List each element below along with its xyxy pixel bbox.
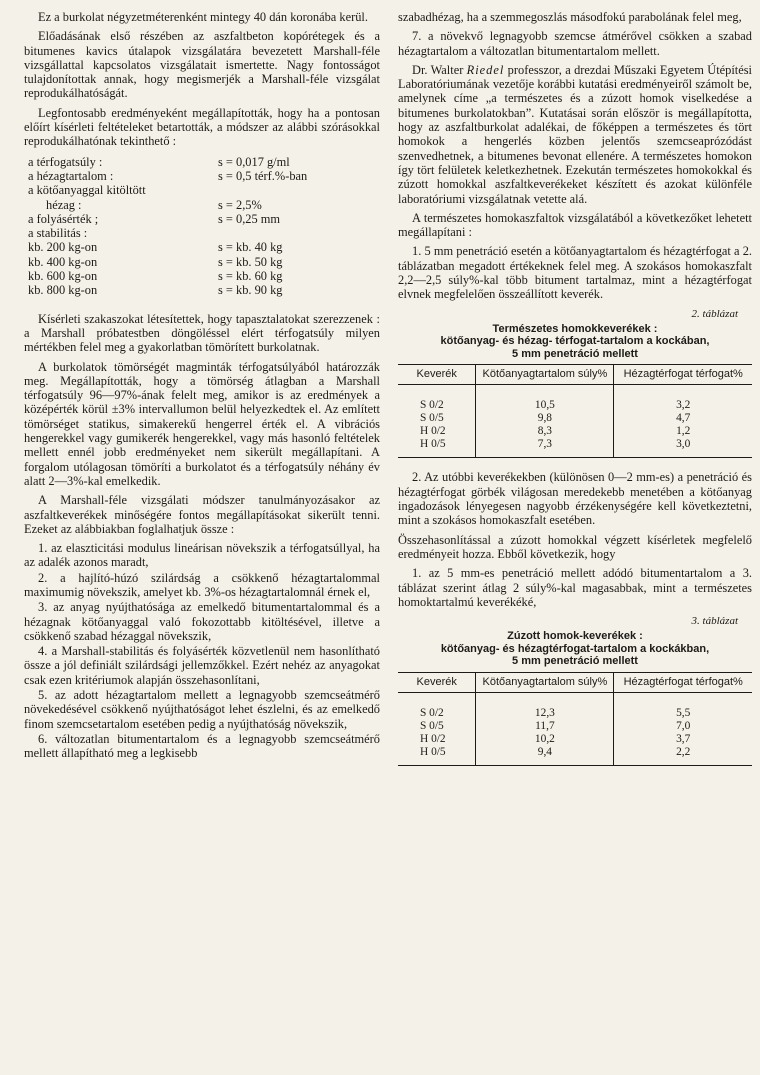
paragraph: A Marshall-féle vizsgálati módszer tanulmányozásakor az aszfaltkeverékek minőségére fontos megállapításokat sikerült tenni. Ezeket az alábbiakban foglalhatjuk össze : [24, 493, 380, 536]
left-column [24, 10, 380, 762]
table-cell: S 0/2 [420, 399, 444, 412]
paragraph: 7. a növekvő legnagyobb szemcse átmérővel csökken a szabad hézagtartalom a változatlan bitumentartalom mellett. [398, 29, 752, 58]
column-header: Kötőanyagtartalom súly% [476, 365, 614, 385]
paragraph: 2. Az utóbbi keverékekben (különösen 0—2 mm-es) a penetráció és hézagtérfogat görbék világosan meredekebb menetében a kötőanyag ingadozások lényegesen nagyobb érzékenységére kell következtetni, mint a szokásos homokaszfalt esetében. [398, 470, 752, 528]
deviation-row [28, 226, 380, 240]
paragraph: 1. az 5 mm-es penetráció mellett adódó bitumentartalom a 3. táblázat szerint átlag 2 súly%-kal magasabbak, mint a természetes homoktartalmú keverékéké, [398, 566, 752, 609]
deviation-value: s = kb. 60 kg [218, 269, 283, 284]
deviation-label: kb. 400 kg-on [28, 254, 98, 269]
column-header: Hézagtérfogat térfogat% [614, 672, 752, 692]
table-cell: 5,5 [614, 692, 752, 720]
table-caption: 3. táblázat [691, 615, 738, 628]
data-table [398, 672, 752, 766]
table-title-line: 5 mm penetráció mellett [512, 655, 638, 668]
table-cell: 10,2 [476, 733, 614, 746]
deviation-row [28, 283, 380, 297]
author-name: Riedel [466, 62, 505, 77]
table-cell: 1,2 [614, 425, 752, 438]
paragraph: 1. 5 mm penetráció esetén a kötőanyagtartalom és hézagtérfogat a 2. táblázatban megadott értékeknek felel meg. A szokásos homokaszfalt 2,2—2,5 súly%-kal több bitument tartalmaz, mint a hézagtérfogat elvnek megfelelően összeállított keverék. [398, 244, 752, 302]
table-row [398, 425, 752, 438]
deviation-label: a stabilitás : [28, 226, 88, 241]
deviation-label: a hézagtartalom : [28, 168, 114, 183]
table-cell: 3,2 [614, 385, 752, 413]
table-cell: 7,3 [476, 438, 614, 458]
column-header: Kötőanyagtartalom súly% [476, 672, 614, 692]
table-row [398, 438, 752, 458]
deviation-value: s = kb. 50 kg [218, 254, 283, 269]
table-title [398, 630, 752, 668]
table-cell: 12,3 [476, 692, 614, 720]
deviation-label: a kötőanyaggal kitöltött [28, 183, 146, 198]
table-cell: 7,0 [614, 720, 752, 733]
deviation-row [28, 255, 380, 269]
table-row [398, 692, 752, 720]
table-row [398, 746, 752, 766]
deviation-row [28, 169, 380, 183]
deviation-row [28, 269, 380, 283]
table-cell: 9,4 [476, 746, 614, 766]
deviation-label: kb. 800 kg-on [28, 283, 98, 298]
table-row [398, 733, 752, 746]
table-cell: 10,5 [476, 385, 614, 413]
table-row [398, 385, 752, 413]
data-table [398, 364, 752, 458]
table-title-line: 5 mm penetráció mellett [512, 347, 638, 360]
deviation-row [28, 183, 380, 197]
table-cell: 3,0 [614, 438, 752, 458]
paragraph: Összehasonlítással a zúzott homokkal végzett kísérletek megfelelő eredményeit hozza. Ebből következik, hogy [398, 532, 752, 561]
table-cell: S 0/5 [420, 412, 444, 425]
deviation-label: a folyásérték ; [28, 211, 99, 226]
table-title-line: kötőanyag- és hézagtérfogat-tartalom a kockákban, [440, 642, 710, 655]
table-caption: 2. táblázat [691, 307, 738, 320]
deviation-label: a térfogatsúly : [28, 154, 103, 169]
table-cell: S 0/2 [420, 706, 444, 719]
deviation-value: s = 0,5 térf.%-ban [218, 168, 308, 183]
deviation-value: s = 0,017 g/ml [218, 154, 290, 169]
table-cell: S 0/5 [420, 719, 444, 732]
paragraph: Ez a burkolat négyzetméterenként mintegy 40 dán koronába kerül. [38, 10, 368, 24]
deviation-list [28, 155, 380, 298]
paragraph [398, 63, 752, 206]
table-cell: H 0/2 [420, 425, 446, 438]
table-cell: 3,7 [614, 733, 752, 746]
column-header: Keverék [398, 672, 476, 692]
paragraph: szabadhézag, ha a szemmegoszlás másodfokú parabolának felel meg, [398, 10, 742, 24]
column-header: Keverék [398, 365, 476, 385]
deviation-row [28, 155, 380, 169]
list-item: 4. a Marshall-stabilitás és folyásérték közvetlenül nem hasonlítható össze a jól definiált szilárdsági jellemzőkkel. Ezért nehéz az anyagokat csak ezen kritériumok alapján összehasonlítani, [24, 644, 380, 687]
deviation-value [218, 226, 380, 240]
list-item: 6. változatlan bitumentartalom és a legnagyobb szemcseátmérő mellett állapítható meg a legkisebb [24, 731, 380, 761]
table-header-row [398, 672, 752, 692]
table-row [398, 412, 752, 425]
deviation-value: s = 0,25 mm [218, 211, 281, 226]
right-column [398, 10, 752, 778]
list-item: 5. az adott hézagtartalom mellett a legnagyobb szemcseátmérő növekedésével csökkenő nyújthatóságot lehet észlelni, és az emelkedő finom szemcsetartalom esetében pedig a nyújthatóság növekszik, [24, 688, 380, 731]
deviation-label: hézag : [46, 197, 82, 212]
deviation-label: kb. 200 kg-on [28, 240, 98, 255]
column-header: Hézagtérfogat térfogat% [614, 365, 752, 385]
table-title [398, 323, 752, 361]
text-run: professzor, a drezdai Műszaki Egyetem Útépítési Laboratóriumának vezetője korábbi kutatási eredményeiről számolt be, amelynek címe „a természetes és a zúzott homok viselkedése a bitumenes burkolatokban”. Kutatásai során először is megállapította, hogy az aszfaltburkolat adalékai, de főképpen a természetes és tört homokok a hengerlés közben jelentős szemcseaprózódást szenvedhetnek, a bitumenes bevonat ellenére. A természetes homokon így tört felületek keletkezhetnek. Ezekután természetes homokokkal és zúzott homokkal aszfaltkeverékeket készített és azokat különféle laboratóriumi vizsgálatnak vetette alá. [398, 62, 753, 206]
deviation-label: kb. 600 kg-on [28, 269, 98, 284]
list-item: 3. az anyag nyújthatósága az emelkedő bitumentartalommal és a hézagnak kötőanyaggal való fokozottabb kitöltésével, illetve a csökkenő szabad hézaggal növekszik, [24, 600, 380, 643]
deviation-value [218, 183, 380, 197]
paragraph: A természetes homokaszfaltok vizsgálatából a következőket lehetett megállapítani : [398, 210, 752, 240]
list-item: 2. a hajlító-húzó szilárdság a csökkenő hézagtartalommal maximumig növekszik, amelyet kb. 3%-os hézagtartalomnál érnek el, [24, 570, 380, 599]
table-cell: 11,7 [476, 720, 614, 733]
paragraph: Kísérleti szakaszokat létesítettek, hogy tapasztalatokat szerezzenek : a Marshall próbatestben döngöléssel elért térfogatsúly milyen mértékben felel meg a gyakorlatban tömörített burkolatnak. [24, 311, 380, 355]
table-cell: H 0/5 [398, 746, 476, 766]
table-header-row [398, 365, 752, 385]
paragraph: Előadásának első részében az aszfaltbeton kopórétegek és a bitumenes kavics útalapok vizsgálatára bevezetett Marshall-féle vizsgállattal kapcsolatos vizsgálatait ismertette. Nagy fontosságot tulajdonítottak annak, hogy megismerjék a Marshall-féle vizsgálat reprodukálhatóságát. [24, 29, 380, 101]
deviation-value: s = 2,5% [218, 197, 262, 212]
table-cell: 8,3 [476, 425, 614, 438]
deviation-value: s = kb. 40 kg [218, 240, 283, 255]
paragraph: A burkolatok tömörségét magminták térfogatsúlyából határozzák meg. Megállapították, hogy a tömörség átlagban a Marshall térfogatsúly 96—97%-ának felelt meg, amikor is az eredmények a középérték körül ±3% intervallumon belül helyezkedtek el. Az említett tömörséget statikus, simakerekű hengerrel érték el. A vibrációs hengerekkel vagy gumikerék hengerekkel, vagy más hasonló feltételek mellett ennél jobb eredményeket nem sikerült megállapítani. A forgalom utólagosan tömöríti a burkolatot és a térfogatsúly néhány év alatt 2—3%-kal emelkedik. [24, 359, 380, 488]
table-title-line: Zúzott homok-keverékek : [507, 630, 643, 643]
table-cell: 9,8 [476, 412, 614, 425]
deviation-row [28, 212, 380, 226]
list-item: 1. az elaszticitási modulus lineárisan növekszik a térfogatsúllyal, ha az adalék azonos maradt, [24, 541, 380, 570]
paragraph: Legfontosabb eredményeként megállapították, hogy ha a pontosan előírt kísérleti feltételeket betartották, a módszer az alábbi szórásokkal reprodukálhatónak tekinthető : [24, 105, 380, 149]
table-cell: H 0/5 [398, 438, 476, 458]
table-title-line: kötőanyag- és hézag- térfogat-tartalom a kockában, [440, 335, 710, 348]
table-title-line: Természetes homokkeverékek : [492, 322, 658, 335]
deviation-row [28, 198, 380, 212]
table-cell: 4,7 [614, 412, 752, 425]
table-cell: 2,2 [614, 746, 752, 766]
text-run: Dr. Walter [412, 62, 467, 77]
deviation-value: s = kb. 90 kg [218, 283, 283, 298]
table-cell: H 0/2 [420, 732, 446, 745]
deviation-row [28, 240, 380, 254]
table-row [398, 720, 752, 733]
